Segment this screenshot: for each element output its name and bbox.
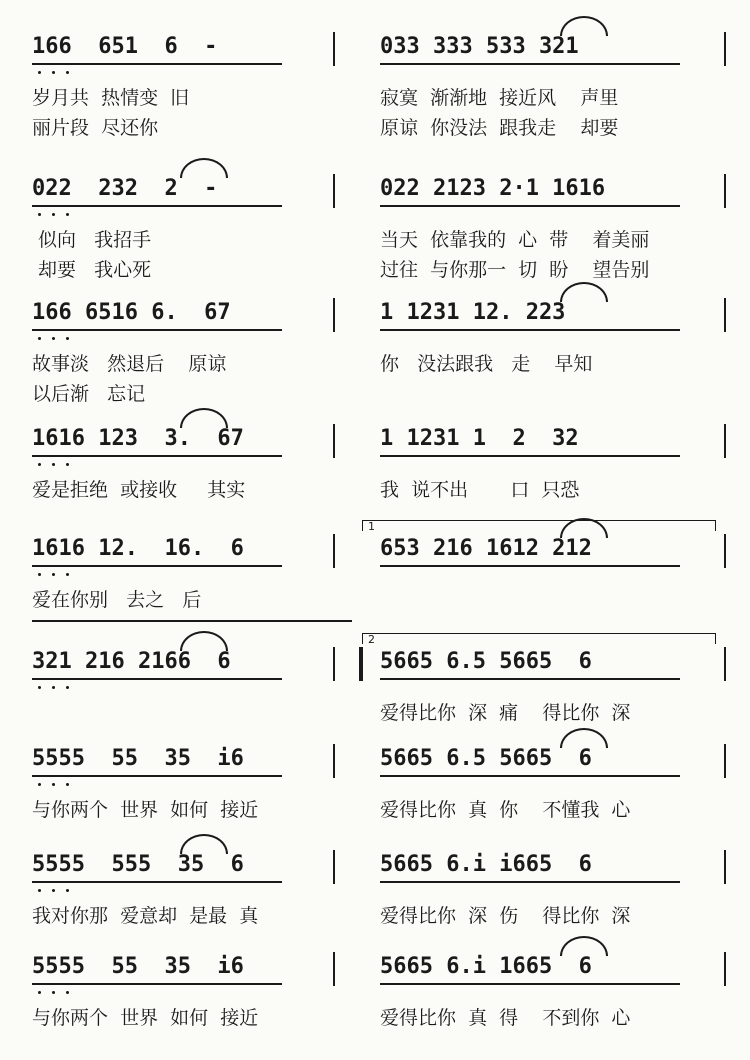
barline: [333, 32, 335, 66]
lyric-line: 寂寞 渐渐地 接近风 声里: [380, 87, 619, 109]
barline: [724, 298, 726, 332]
measure-notes: 653 216 1612 212: [380, 536, 592, 561]
beam-underline: [380, 678, 680, 680]
measure-notes: 1616 12. 16. 6: [32, 536, 244, 561]
lyric-line-2: 丽片段 尽还你: [32, 117, 159, 139]
barline: [333, 174, 335, 208]
barline: [724, 850, 726, 884]
beam-underline: [32, 881, 282, 883]
measure-notes: 5665 6.5 5665 6: [380, 746, 592, 771]
octave-dot: [38, 686, 41, 689]
measure-notes: 166 651 6 -: [32, 34, 218, 59]
barline: [724, 952, 726, 986]
measure-notes: 022 2123 2·1 1616: [380, 176, 606, 201]
score-row: [0, 172, 750, 282]
barline: [333, 647, 335, 681]
measure-notes: 5555 555 35 6: [32, 852, 244, 877]
lyric-line: 爱是拒绝 或接收 其实: [32, 479, 246, 501]
beam-underline: [380, 205, 680, 207]
lyric-line: 爱在你别 去之 后: [32, 589, 202, 611]
beam-underline: [380, 881, 680, 883]
barline: [333, 744, 335, 778]
measure-notes: 321 216 2166 6: [32, 649, 231, 674]
tie-arc: [180, 408, 228, 428]
octave-dot: [38, 337, 41, 340]
octave-dot: [38, 573, 41, 576]
octave-dot: [66, 71, 69, 74]
measure-notes: 1 1231 1 2 32: [380, 426, 579, 451]
octave-dot: [52, 686, 55, 689]
octave-dot: [66, 337, 69, 340]
score-row: [0, 742, 750, 852]
octave-dot: [52, 463, 55, 466]
barline: [333, 850, 335, 884]
octave-dot: [38, 463, 41, 466]
beam-underline: [380, 63, 680, 65]
octave-dot: [38, 991, 41, 994]
beam-underline: [32, 565, 282, 567]
octave-dot: [52, 71, 55, 74]
lyric-line: 与你两个 世界 如何 接近: [32, 799, 259, 821]
octave-dot: [66, 991, 69, 994]
measure-notes: 5665 6.i i665 6: [380, 852, 592, 877]
beam-underline: [32, 983, 282, 985]
score-row: [0, 422, 750, 532]
beam-underline: [32, 775, 282, 777]
volta-number: 2: [368, 633, 375, 646]
barline: [724, 32, 726, 66]
beam-underline: [32, 455, 282, 457]
measure-notes: 022 232 2 -: [32, 176, 218, 201]
measure-notes: 1 1231 12. 223: [380, 300, 566, 325]
volta-bracket: [362, 633, 716, 644]
lyric-line: 爱得比你 真 你 不懂我 心: [380, 799, 631, 821]
barline: [724, 534, 726, 568]
measure-notes: 5665 6.i 1665 6: [380, 954, 592, 979]
section-line: [32, 620, 352, 622]
octave-dot: [38, 889, 41, 892]
beam-underline: [32, 329, 282, 331]
score-row: [0, 520, 750, 642]
lyric-line: 爱得比你 深 痛 得比你 深: [380, 702, 631, 724]
octave-dot: [66, 213, 69, 216]
lyric-line: 我对你那 爱意却 是最 真: [32, 905, 259, 927]
volta-bracket: [362, 520, 716, 531]
octave-dot: [52, 573, 55, 576]
beam-underline: [380, 455, 680, 457]
octave-dot: [66, 686, 69, 689]
tie-arc: [560, 282, 608, 302]
measure-notes: 166 6516 6. 67: [32, 300, 231, 325]
octave-dot: [52, 213, 55, 216]
lyric-line: 似向 我招手: [32, 229, 152, 251]
octave-dot: [38, 783, 41, 786]
tie-arc: [560, 16, 608, 36]
lyric-line: 当天 依靠我的 心 带 着美丽: [380, 229, 650, 251]
octave-dot: [52, 889, 55, 892]
octave-dot: [66, 783, 69, 786]
lyric-line-2: 过往 与你那一 切 盼 望告别: [380, 259, 650, 281]
beam-underline: [380, 329, 680, 331]
beam-underline: [32, 678, 282, 680]
barline: [724, 424, 726, 458]
barline: [333, 952, 335, 986]
measure-notes: 033 333 533 321: [380, 34, 579, 59]
volta-number: 1: [368, 520, 375, 533]
score-row: [0, 848, 750, 958]
lyric-line-2: 以后渐 忘记: [32, 383, 146, 405]
barline: [333, 424, 335, 458]
tie-arc: [180, 158, 228, 178]
octave-dot: [66, 573, 69, 576]
octave-dot: [38, 213, 41, 216]
beam-underline: [380, 983, 680, 985]
lyric-line: 与你两个 世界 如何 接近: [32, 1007, 259, 1029]
octave-dot: [66, 463, 69, 466]
lyric-line-2: 却要 我心死: [32, 259, 152, 281]
octave-dot: [38, 71, 41, 74]
score-row: [0, 30, 750, 140]
barline: [724, 744, 726, 778]
lyric-line-2: 原谅 你没法 跟我走 却要: [380, 117, 619, 139]
score-row: [0, 950, 750, 1060]
score-row: [0, 633, 750, 755]
measure-notes: 1616 123 3. 67: [32, 426, 244, 451]
octave-dot: [52, 783, 55, 786]
barline: [333, 534, 335, 568]
beam-underline: [32, 205, 282, 207]
octave-dot: [66, 889, 69, 892]
score-row: [0, 296, 750, 406]
octave-dot: [52, 337, 55, 340]
lyric-line: 你 没法跟我 走 早知: [380, 353, 593, 375]
lyric-line: 我 说不出 口 只恐: [380, 479, 580, 501]
double-barline: [359, 647, 363, 681]
barline: [724, 647, 726, 681]
lyric-line: 岁月共 热情变 旧: [32, 87, 190, 109]
octave-dot: [52, 991, 55, 994]
beam-underline: [380, 565, 680, 567]
barline: [333, 298, 335, 332]
barline: [724, 174, 726, 208]
measure-notes: 5665 6.5 5665 6: [380, 649, 592, 674]
lyric-line: 爱得比你 真 得 不到你 心: [380, 1007, 631, 1029]
lyric-line: 故事淡 然退后 原谅: [32, 353, 227, 375]
measure-notes: 5555 55 35 i6: [32, 746, 244, 771]
beam-underline: [380, 775, 680, 777]
lyric-line: 爱得比你 深 伤 得比你 深: [380, 905, 631, 927]
measure-notes: 5555 55 35 i6: [32, 954, 244, 979]
beam-underline: [32, 63, 282, 65]
